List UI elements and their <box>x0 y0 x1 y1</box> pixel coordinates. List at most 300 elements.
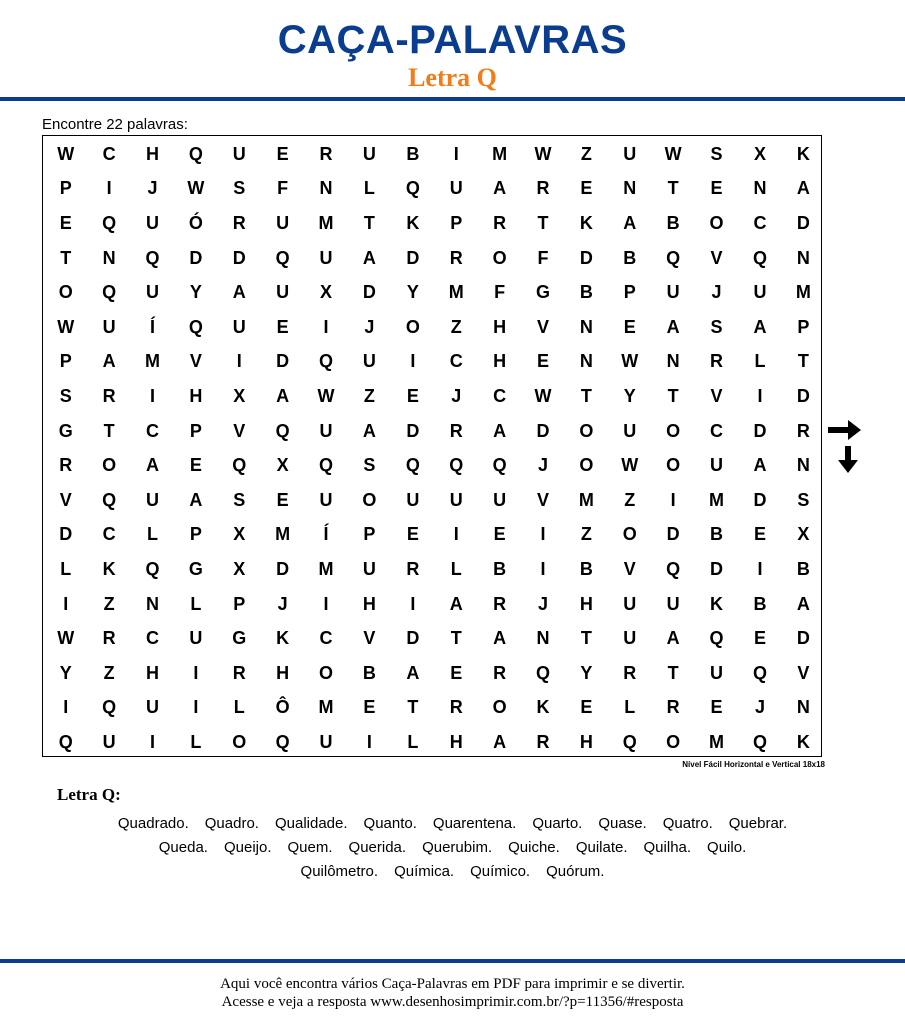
word-item: Querubim. <box>422 839 493 856</box>
grid-letter: N <box>796 455 810 476</box>
grid-letter: I <box>757 558 763 579</box>
word-item: Queijo. <box>223 839 272 856</box>
grid-letter: U <box>449 178 463 199</box>
grid-letter: I <box>149 385 155 406</box>
grid-letter: Z <box>363 385 375 406</box>
grid-letter: A <box>189 489 203 510</box>
grid-letter: M <box>275 524 291 545</box>
word-item: Quarentena. <box>432 815 517 832</box>
grid-letter: R <box>493 212 507 233</box>
grid-letter: A <box>102 351 116 372</box>
grid-letter: U <box>449 489 463 510</box>
word-item: Quarto. <box>532 815 583 832</box>
grid-letter: X <box>233 524 246 545</box>
top-divider <box>0 97 905 101</box>
grid-letter: G <box>232 628 247 649</box>
grid-letter: Z <box>624 489 636 510</box>
word-item: Quatro. <box>662 815 713 832</box>
grid-letter: T <box>580 385 592 406</box>
grid-letter: T <box>667 385 679 406</box>
grid-letter: Z <box>103 662 115 683</box>
grid-letter: D <box>189 247 203 268</box>
grid-letter: Q <box>275 731 290 752</box>
grid-letter: I <box>757 385 763 406</box>
grid-letter: Q <box>145 558 160 579</box>
grid-letter: U <box>145 282 159 303</box>
grid-letter: Q <box>319 351 334 372</box>
grid-letter: I <box>323 316 329 337</box>
grid-letter: P <box>59 351 72 372</box>
grid-letter: O <box>622 524 637 545</box>
grid-letter: U <box>623 143 637 164</box>
grid-letter: R <box>493 662 507 683</box>
grid-letter: Í <box>149 316 155 337</box>
word-item: Químico. <box>470 863 531 880</box>
grid-letter: W <box>317 385 335 406</box>
grid-letter: E <box>59 212 72 233</box>
grid-letter: I <box>410 351 416 372</box>
grid-letter: H <box>276 662 290 683</box>
grid-letter: B <box>362 662 376 683</box>
grid-letter: U <box>666 593 680 614</box>
grid-letter: Z <box>450 316 462 337</box>
grid-letter: U <box>710 455 724 476</box>
grid-letter: H <box>449 731 463 752</box>
grid-letter: P <box>363 524 376 545</box>
grid-letter: R <box>102 628 116 649</box>
grid-letter: Q <box>58 731 73 752</box>
word-item: Qualidade. <box>274 815 348 832</box>
grid-letter: N <box>579 351 593 372</box>
grid-letter: I <box>106 178 112 199</box>
grid-letter: Y <box>406 282 419 303</box>
grid-letter: P <box>450 212 463 233</box>
grid-letter: C <box>710 420 724 441</box>
grid-letter: E <box>536 351 549 372</box>
grid-letter: I <box>236 351 242 372</box>
grid-letter: T <box>537 212 549 233</box>
grid-letter: S <box>710 143 723 164</box>
grid-letter: W <box>621 351 639 372</box>
grid-letter: I <box>366 731 372 752</box>
grid-letter: N <box>536 628 550 649</box>
footer-line-2: Acesse e veja a resposta www.desenhosimprimir.com.br/?p=11356/#resposta <box>221 994 684 1010</box>
grid-letter: Q <box>752 247 767 268</box>
grid-letter: R <box>493 593 507 614</box>
grid-letter: S <box>233 178 246 199</box>
grid-letter: M <box>578 489 594 510</box>
grid-letter: A <box>796 178 810 199</box>
grid-letter: W <box>534 143 552 164</box>
grid-letter: M <box>448 282 464 303</box>
word-item: Quiche. <box>508 839 560 856</box>
grid-letter: A <box>276 385 290 406</box>
grid-letter: R <box>449 697 463 718</box>
grid-letter: P <box>59 178 72 199</box>
grid-letter: N <box>666 351 680 372</box>
grid-letter: D <box>796 385 810 406</box>
grid-letter: O <box>319 662 334 683</box>
grid-letter: V <box>59 489 72 510</box>
word-item: Querida. <box>348 839 407 856</box>
word-item: Quadro. <box>204 815 259 832</box>
grid-letter: R <box>232 212 246 233</box>
grid-letter: Q <box>188 316 203 337</box>
grid-letter: K <box>406 212 420 233</box>
grid-letter: H <box>579 593 593 614</box>
grid-letter: R <box>102 385 116 406</box>
grid-letter: U <box>102 731 116 752</box>
grid-letter: I <box>453 143 459 164</box>
page-subtitle: Letra Q <box>408 63 497 92</box>
grid-letter: E <box>710 178 723 199</box>
grid-letter: M <box>318 697 334 718</box>
grid-letter: E <box>450 662 463 683</box>
grid-letter: R <box>449 247 463 268</box>
grid-letter: U <box>319 731 333 752</box>
grid-letter: L <box>233 697 245 718</box>
word-item: Quebrar. <box>728 815 788 832</box>
grid-letter: T <box>667 178 679 199</box>
word-item: Quanto. <box>363 815 417 832</box>
grid-letter: P <box>189 420 202 441</box>
grid-letter: P <box>189 524 202 545</box>
grid-letter: V <box>710 385 723 406</box>
grid-letter: Q <box>319 455 334 476</box>
grid-letter: U <box>189 628 203 649</box>
word-list <box>40 812 865 884</box>
grid-letter: A <box>623 212 637 233</box>
grid-letter: E <box>710 697 723 718</box>
grid-letter: R <box>710 351 724 372</box>
grid-letter: E <box>189 455 202 476</box>
grid-letter: S <box>797 489 810 510</box>
grid-letter: Q <box>275 420 290 441</box>
grid-letter: E <box>276 143 289 164</box>
grid-letter: Q <box>102 697 117 718</box>
grid-letter: X <box>276 455 289 476</box>
grid-letter: O <box>405 316 420 337</box>
grid-letter: O <box>58 282 73 303</box>
grid-letter: U <box>493 489 507 510</box>
grid-letter: D <box>753 489 767 510</box>
grid-letter: Z <box>580 143 592 164</box>
grid-letter: V <box>536 316 549 337</box>
grid-letter: D <box>406 247 420 268</box>
grid-letter: O <box>232 731 247 752</box>
grid-letter: R <box>232 662 246 683</box>
grid-letter: B <box>796 558 810 579</box>
grid-letter: D <box>796 628 810 649</box>
grid-letter: K <box>796 143 810 164</box>
word-item: Quase. <box>598 815 647 832</box>
grid-letter: N <box>102 247 116 268</box>
grid-letter: D <box>536 420 550 441</box>
grid-letter: D <box>753 420 767 441</box>
grid-letter: W <box>621 455 639 476</box>
grid-letter: I <box>540 524 546 545</box>
grid-letter: Q <box>405 455 420 476</box>
grid-letter: A <box>753 455 767 476</box>
grid-letter: D <box>362 282 376 303</box>
grid-letter: U <box>232 316 246 337</box>
grid-letter: V <box>710 247 723 268</box>
grid-letter: P <box>623 282 636 303</box>
word-item: Queda. <box>158 839 208 856</box>
grid-letter: E <box>363 697 376 718</box>
grid-letter: I <box>63 593 69 614</box>
grid-letter: Z <box>580 524 592 545</box>
grid-letter: A <box>362 247 376 268</box>
grid-letter: D <box>710 558 724 579</box>
grid-letter: Q <box>102 489 117 510</box>
grid-letter: B <box>710 524 724 545</box>
grid-letter: E <box>753 628 766 649</box>
grid-letter: U <box>145 489 159 510</box>
grid-letter: Q <box>492 455 507 476</box>
instructions: Encontre 22 palavras: <box>42 116 188 133</box>
grid-letter: A <box>666 628 680 649</box>
grid-letter: K <box>536 697 550 718</box>
grid-letter: E <box>580 178 593 199</box>
grid-letter: B <box>406 143 420 164</box>
grid-letter: R <box>319 143 333 164</box>
grid-letter: I <box>193 697 199 718</box>
grid-letter: B <box>623 247 637 268</box>
grid-letter: L <box>146 524 158 545</box>
grid-letter: N <box>623 178 637 199</box>
grid-letter: R <box>536 731 550 752</box>
grid-letter: R <box>796 420 810 441</box>
grid-letter: Q <box>405 178 420 199</box>
grid-letter: O <box>579 420 594 441</box>
grid-letter: R <box>59 455 73 476</box>
grid-letter: E <box>276 489 289 510</box>
grid-letter: S <box>59 385 72 406</box>
grid-letter: C <box>145 420 159 441</box>
grid-letter: L <box>190 593 202 614</box>
grid-letter: R <box>449 420 463 441</box>
grid-letter: L <box>190 731 202 752</box>
grid-letter: I <box>670 489 676 510</box>
grid-letter: U <box>362 351 376 372</box>
grid-letter: R <box>406 558 420 579</box>
grid-letter: L <box>363 178 375 199</box>
grid-letter: H <box>493 316 507 337</box>
grid-letter: K <box>710 593 724 614</box>
grid-letter: O <box>666 455 681 476</box>
grid-letter: K <box>102 558 116 579</box>
grid-letter: K <box>276 628 290 649</box>
grid-letter: I <box>540 558 546 579</box>
bottom-divider <box>0 959 905 963</box>
grid-letter: L <box>60 558 72 579</box>
grid-letter: E <box>406 524 419 545</box>
grid-letter: M <box>492 143 508 164</box>
grid-letter: U <box>145 697 159 718</box>
grid-letter: N <box>579 316 593 337</box>
footer <box>0 975 905 1011</box>
grid-letter: W <box>664 143 682 164</box>
grid-letter: J <box>711 282 722 303</box>
grid-letter: U <box>319 489 333 510</box>
grid-letter: O <box>666 420 681 441</box>
grid-letter: Q <box>102 212 117 233</box>
grid-letter: M <box>318 558 334 579</box>
grid-letter: T <box>450 628 462 649</box>
grid-letter: Q <box>752 662 767 683</box>
grid-letter: H <box>362 593 376 614</box>
grid-letter: E <box>406 385 419 406</box>
grid-letter: D <box>232 247 246 268</box>
grid-letter: A <box>753 316 767 337</box>
grid-letter: U <box>145 212 159 233</box>
grid-letter: M <box>795 282 811 303</box>
grid-letter: R <box>666 697 680 718</box>
grid-letter: L <box>624 697 636 718</box>
grid-letter: Y <box>59 662 72 683</box>
grid-letter: A <box>493 731 507 752</box>
grid-letter: O <box>492 247 507 268</box>
grid-letter: M <box>144 351 160 372</box>
grid-letter: C <box>449 351 463 372</box>
grid-letter: B <box>493 558 507 579</box>
grid-letter: L <box>407 731 419 752</box>
grid-letter: Q <box>535 662 550 683</box>
grid-letter: V <box>233 420 246 441</box>
grid-letter: J <box>754 697 765 718</box>
word-item: Química. <box>394 863 455 880</box>
grid-letter: B <box>753 593 767 614</box>
grid-letter: O <box>102 455 117 476</box>
grid-letter: J <box>537 455 548 476</box>
grid-letter: Í <box>323 524 329 545</box>
grid-letter: D <box>666 524 680 545</box>
grid-letter: F <box>537 247 549 268</box>
grid-letter: U <box>666 282 680 303</box>
grid-letter: E <box>623 316 636 337</box>
grid-letter: L <box>450 558 462 579</box>
grid-letter: A <box>362 420 376 441</box>
grid-letter: U <box>319 420 333 441</box>
letter-grid <box>44 137 825 760</box>
grid-letter: U <box>276 282 290 303</box>
grid-letter: H <box>493 351 507 372</box>
grid-letter: A <box>232 282 246 303</box>
grid-letter: N <box>145 593 159 614</box>
grid-letter: Z <box>103 593 115 614</box>
grid-letter: B <box>579 558 593 579</box>
grid-letter: S <box>710 316 723 337</box>
grid-letter: V <box>536 489 549 510</box>
grid-letter: N <box>753 178 767 199</box>
grid-letter: E <box>276 316 289 337</box>
grid-letter: J <box>277 593 288 614</box>
grid-letter: Q <box>666 558 681 579</box>
grid-letter: N <box>796 247 810 268</box>
grid-letter: J <box>147 178 158 199</box>
grid-letter: W <box>187 178 205 199</box>
grid-letter: P <box>797 316 810 337</box>
grid-letter: E <box>493 524 506 545</box>
grid-letter: H <box>145 662 159 683</box>
grid-letter: Y <box>580 662 593 683</box>
grid-letter: U <box>623 420 637 441</box>
grid-letter: H <box>189 385 203 406</box>
footer-line-1: Aqui você encontra vários Caça-Palavras em PDF para imprimir e se divertir. <box>220 976 685 992</box>
grid-letter: M <box>709 731 725 752</box>
grid-letter: C <box>102 143 116 164</box>
grid-letter: K <box>796 731 810 752</box>
word-list-line <box>40 836 865 860</box>
grid-letter: I <box>453 524 459 545</box>
grid-letter: J <box>364 316 375 337</box>
grid-letter: G <box>535 282 550 303</box>
grid-letter: N <box>319 178 333 199</box>
grid-letter: Q <box>622 731 637 752</box>
grid-letter: K <box>579 212 593 233</box>
grid-letter: U <box>362 143 376 164</box>
grid-letter: A <box>406 662 420 683</box>
grid-letter: W <box>534 385 552 406</box>
grid-letter: I <box>323 593 329 614</box>
grid-letter: D <box>59 524 73 545</box>
page-title: CAÇA-PALAVRAS <box>277 18 628 62</box>
word-item: Quilo. <box>707 839 747 856</box>
grid-letter: J <box>451 385 462 406</box>
grid-letter: M <box>318 212 334 233</box>
grid-letter: T <box>60 247 72 268</box>
grid-letter: U <box>319 247 333 268</box>
grid-letter: U <box>276 212 290 233</box>
grid-letter: I <box>410 593 416 614</box>
grid-letter: O <box>362 489 377 510</box>
grid-letter: U <box>623 593 637 614</box>
grid-letter: C <box>753 212 767 233</box>
word-item: Quilha. <box>643 839 692 856</box>
grid-letter: U <box>753 282 767 303</box>
grid-letter: X <box>320 282 333 303</box>
grid-letter: A <box>796 593 810 614</box>
word-item: Quilate. <box>575 839 628 856</box>
word-list-title: Letra Q: <box>57 785 121 804</box>
grid-letter: O <box>666 731 681 752</box>
grid-letter: A <box>449 593 463 614</box>
grid-letter: D <box>579 247 593 268</box>
grid-letter: Q <box>275 247 290 268</box>
grid-letter: A <box>493 178 507 199</box>
grid-letter: N <box>796 697 810 718</box>
arrow-right-icon <box>828 420 862 440</box>
grid-letter: C <box>102 524 116 545</box>
grid-letter: W <box>57 628 75 649</box>
grid-letter: D <box>796 212 810 233</box>
grid-letter: C <box>319 628 333 649</box>
grid-letter: Q <box>145 247 160 268</box>
grid-letter: H <box>579 731 593 752</box>
grid-letter: T <box>580 628 592 649</box>
level-note: Nível Fácil Horizontal e Vertical 18x18 <box>682 760 825 769</box>
grid-letter: X <box>233 385 246 406</box>
grid-letter: T <box>407 697 419 718</box>
word-list-line <box>40 812 865 836</box>
grid-letter: U <box>232 143 246 164</box>
grid-letter: Ó <box>188 212 203 233</box>
grid-letter: Y <box>623 385 636 406</box>
grid-letter: B <box>666 212 680 233</box>
grid-letter: I <box>149 731 155 752</box>
grid-letter: E <box>580 697 593 718</box>
